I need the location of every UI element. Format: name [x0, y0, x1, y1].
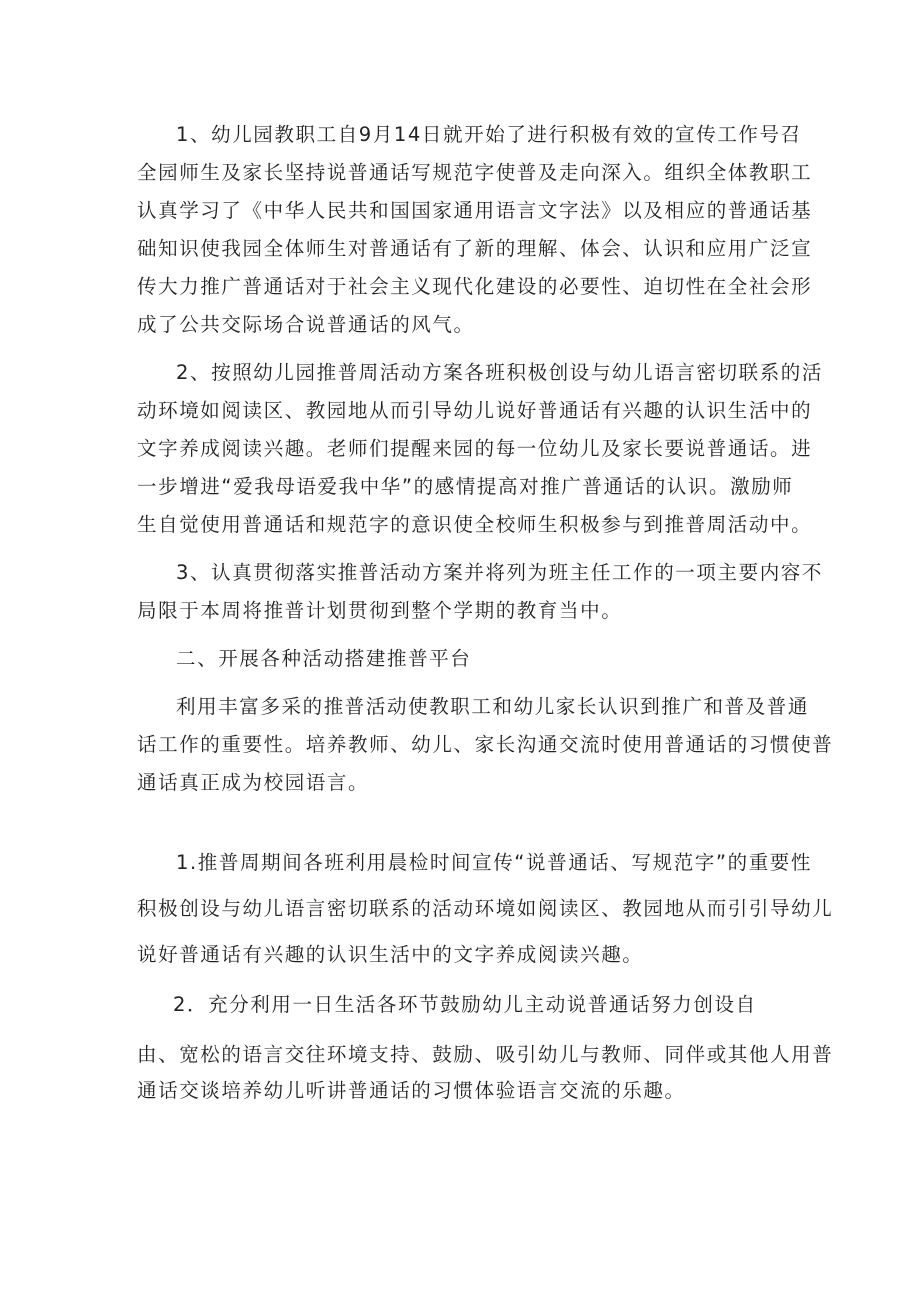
paragraph-6-line-3: 通话交谈培养幼儿听讲普通话的习惯体验语言交流的乐趣。 — [137, 1079, 686, 1102]
section-heading: 二、开展各种活动搭建推普平台 — [176, 647, 472, 670]
paragraph-3-line-2: 局限于本周将推普计划贯彻到整个学期的教育当中。 — [137, 599, 623, 622]
paragraph-2-line-1: 2、按照幼儿园推普周活动方案各班积极创设与幼儿语言密切联系的活 — [176, 361, 824, 384]
paragraph-4-line-3: 通话真正成为校园语言。 — [137, 771, 370, 794]
paragraph-1-line-4: 础知识使我园全体师生对普通话有了新的理解、体会、认识和应用广泛宣 — [137, 237, 813, 260]
paragraph-5-line-2: 积极创设与幼儿语言密切联系的活动环境如阅读区、教园地从而引引导幼儿 — [137, 897, 834, 920]
paragraph-1-line-3: 认真学习了《中华人民共和国国家通用语言文字法》以及相应的普通话基 — [137, 199, 813, 222]
paragraph-3-line-1: 3、认真贯彻落实推普活动方案并将列为班主任工作的一项主要内容不 — [176, 561, 824, 584]
paragraph-2-line-5: 生自觉使用普通话和规范字的意识使全校师生积极参与到推普周活动中。 — [137, 513, 813, 536]
paragraph-2-line-3: 文字养成阅读兴趣。老师们提醒来园的每一位幼儿及家长要说普通话。进 — [137, 437, 813, 460]
paragraph-6-line-2: 由、宽松的语言交往环境支持、鼓励、吸引幼儿与教师、同伴或其他人用普 — [137, 1043, 834, 1066]
paragraph-2-line-2: 动环境如阅读区、教园地从而引导幼儿说好普通话有兴趣的认识生活中的 — [137, 399, 813, 422]
paragraph-1-line-2: 全园师生及家长坚持说普通话写规范字使普及走向深入。组织全体教职工 — [137, 161, 813, 184]
paragraph-1-line-1: 1、幼儿园教职工自9月14日就开始了进行积极有效的宣传工作号召 — [176, 123, 802, 146]
paragraph-5-line-3: 说好普通话有兴趣的认识生活中的文字养成阅读兴趣。 — [137, 943, 644, 966]
paragraph-4-line-1: 利用丰富多采的推普活动使教职工和幼儿家长认识到推广和普及普通 — [176, 695, 810, 718]
paragraph-1-line-6: 成了公共交际场合说普通话的风气。 — [137, 313, 475, 336]
paragraph-1-line-5: 传大力推广普通话对于社会主义现代化建设的必要性、迫切性在全社会形 — [137, 275, 813, 298]
paragraph-4-line-2: 话工作的重要性。培养教师、幼儿、家长沟通交流时使用普通话的习惯使普 — [137, 733, 834, 756]
paragraph-5-line-1: 1.推普周期间各班利用晨检时间宣传“说普通话、写规范字”的重要性 — [176, 851, 813, 874]
paragraph-6-line-1: 2．充分利用一日生活各环节鼓励幼儿主动说普通话努力创设自 — [173, 993, 757, 1016]
paragraph-2-line-4: 一步增进“爱我母语爱我中华”的感情提高对推广普通话的认识。激励师 — [137, 475, 794, 498]
